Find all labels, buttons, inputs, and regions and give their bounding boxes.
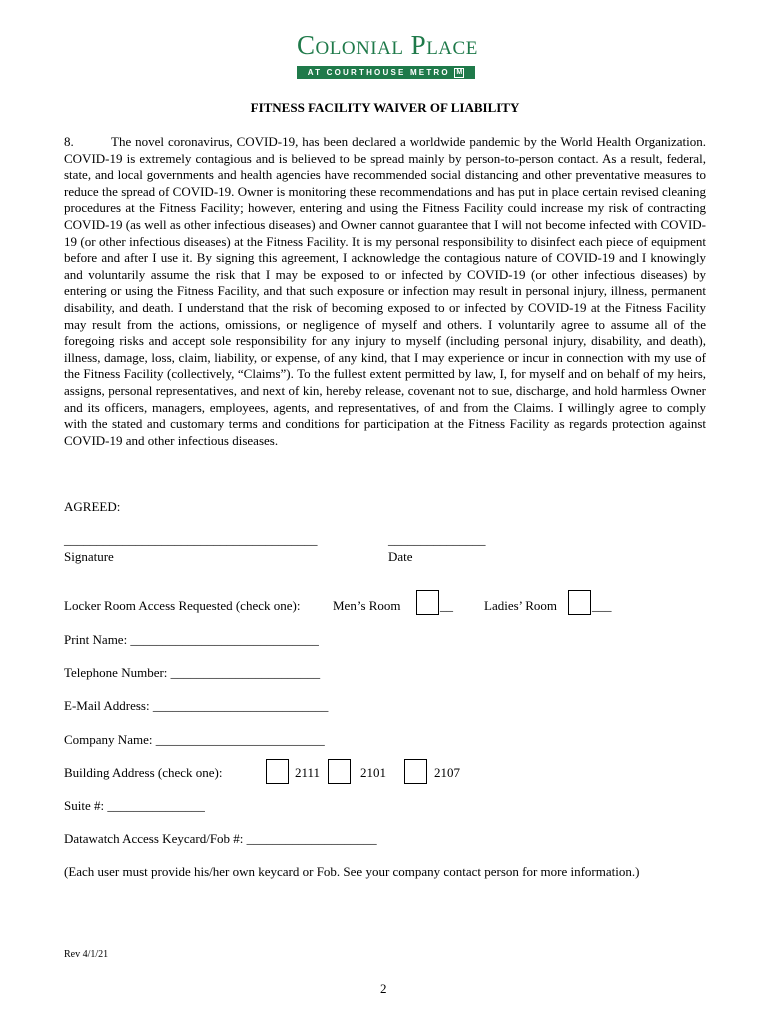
print-name-field[interactable]: Print Name: _____________________________ (64, 632, 319, 647)
building-2101-label: 2101 (360, 765, 386, 780)
keycard-note: (Each user must provide his/her own keycard or Fob. See your company contact person for more information.) (64, 864, 640, 879)
logo-tagline-bar (297, 66, 475, 79)
mens-room-label: Men’s Room (333, 598, 401, 613)
signature-line[interactable]: _______________________________________ (64, 532, 318, 547)
building-2111-label: 2111 (295, 765, 321, 780)
paragraph-number: 8. (64, 134, 74, 149)
keycard-field[interactable]: Datawatch Access Keycard/Fob #: ____________________ (64, 831, 377, 846)
logo-name: Colonial Place (297, 30, 478, 60)
ladies-room-label: Ladies’ Room (484, 598, 558, 613)
building-2101-checkbox[interactable] (328, 759, 351, 784)
agreed-label: AGREED: (64, 499, 121, 514)
ladies-room-line: ___ (592, 598, 612, 613)
signature-label: Signature (64, 549, 114, 564)
building-2107-checkbox[interactable] (404, 759, 427, 784)
logo-tagline: AT COURTHOUSE METRO (307, 68, 450, 77)
revision-date: Rev 4/1/21 (64, 949, 109, 960)
ladies-room-checkbox[interactable] (568, 590, 591, 615)
mens-room-line: __ (440, 598, 453, 613)
date-label: Date (388, 549, 413, 564)
locker-room-label: Locker Room Access Requested (check one): (64, 598, 301, 613)
telephone-field[interactable]: Telephone Number: _______________________ (64, 665, 321, 680)
paragraph-text: The novel coronavirus, COVID-19, has been declared a worldwide pandemic by the World Health Organization. COVID-19 is extremely contagious and is believed to be spread mainly by person-to-person contact. As a result, federal, state, and local governments and health agencies have recommended social distancing and other preventative measures to reduce the spread of COVID-19. Owner is monitoring these recommendations and has put in place certain revised cleaning procedures at the Fitness Facility; however, entering and using the Fitness Facility could increase my risk of contracting COVID-19 (as well as other infectious diseases) and Owner cannot guarantee that I will not become infected with COVID-19 (or other infectious diseases) at the Fitness Facility. It is my personal responsibility to disinfect each piece of equipment before and after I use it. By signing this agreement, I acknowledge the contagious nature of COVID-19 and I knowingly and voluntarily assume the risk that I may be exposed to or infected by COVID-19 (or other infectious diseases) by entering or using the Fitness Facility, and that such exposure or infection may result in personal injury, illness, permanent disability, and death. I understand that the risk of becoming exposed to or infected by COVID-19 at the Fitness Facility may result from the actions, omissions, or negligence of myself and others. I voluntarily agree to assume all of the foregoing risks and accept sole responsibility for any injury to myself (including personal injury, disability, and death), illness, damage, loss, claim, liability, or expense, of any kind, that I may experience or incur in connection with my use of the Fitness Facility (collectively, “Claims”). To the fullest extent permitted by law, I, for myself and on behalf of my heirs, assigns, personal representatives, and next of kin, hereby release, covenant not to sue, discharge, and hold harmless Owner and its officers, managers, employees, agents, and representatives, of and from the Claims. I willingly agree to comply with the stated and customary terms and conditions for participation at the Fitness Facility as regards protection against COVID-19 and other infectious diseases. (64, 134, 706, 448)
suite-field[interactable]: Suite #: _______________ (64, 798, 205, 813)
date-line[interactable]: _______________ (388, 532, 486, 547)
company-name-field[interactable]: Company Name: __________________________ (64, 732, 325, 747)
page-number: 2 (380, 981, 387, 996)
building-2107-label: 2107 (434, 765, 460, 780)
document-title: FITNESS FACILITY WAIVER OF LIABILITY (250, 100, 520, 115)
building-address-label: Building Address (check one): (64, 765, 223, 780)
mens-room-checkbox[interactable] (416, 590, 439, 615)
colonial-place-logo (297, 30, 478, 79)
waiver-paragraph (64, 134, 706, 449)
building-2111-checkbox[interactable] (266, 759, 289, 784)
metro-icon: M (454, 68, 464, 78)
email-field[interactable]: E-Mail Address: ___________________________ (64, 698, 329, 713)
